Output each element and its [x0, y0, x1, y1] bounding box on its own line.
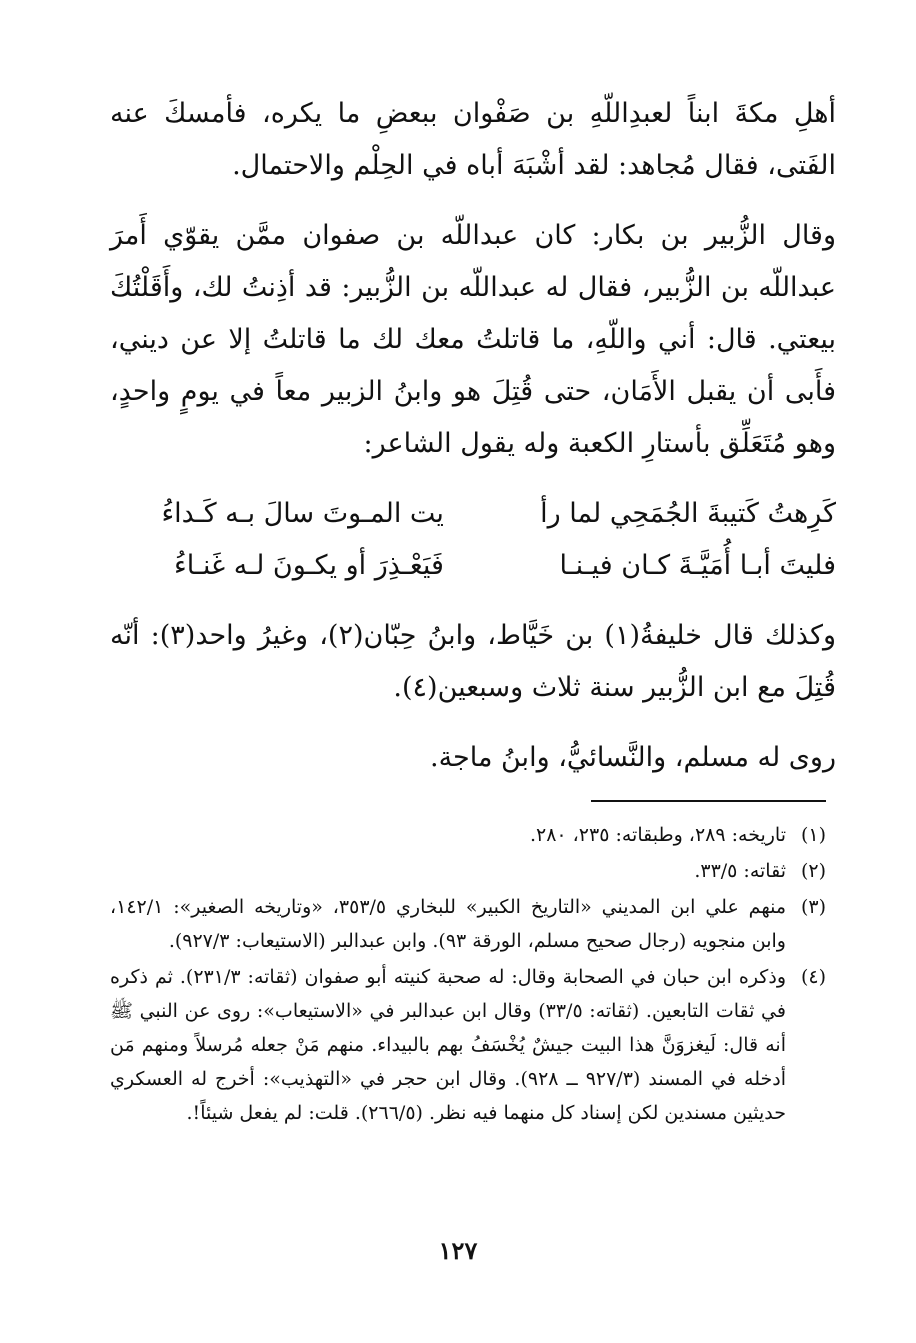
- paragraph-zubayr-quote: وقال الزُّبير بن بكار: كان عبداللّه بن صفوان ممَّن يقوّي أَمرَ عبداللّه بن الزُّبير، فقال له عبداللّه بن الزُّبير: قد أذِنتُ لك، وأَقَلْتُكَ بيعتي. قال: أني واللّهِ، ما قاتلتُ معك لك ما قاتلتُ إلا عن ديني، فأَبى أن يقبل الأَمَان، حتى قُتِلَ هو وابنُ الزبير معاً في يومٍ واحدٍ، وهو مُتَعَلِّق بأستارِ الكعبة وله يقول الشاعر:: [110, 220, 836, 459]
- paragraph-death-report: وكذلك قال خليفةُ(١) بن خَيَّاط، وابنُ حِبّان(٢)، وغيرُ واحد(٣): أنّه قُتِلَ مع ابن الزُّبير سنة ثلاث وسبعين(٤).: [110, 620, 836, 703]
- footnote-separator: [591, 800, 826, 802]
- footnote-text: منهم علي ابن المديني «التاريخ الكبير» للبخاري ٣٥٣/٥، «وتاريخه الصغير»: ١٤٢/١، وابن منجويه (رجال صحيح مسلم، الورقة ٩٣). وابن عبدالبر (الاستيعاب: ٩٢٧/٣).: [110, 896, 786, 952]
- verse-1-second-hemistich: يت المـوتَ سالَ بـه كَـداءُ: [161, 498, 444, 529]
- verse-1-first-hemistich: كَرِهتُ كَتيبةَ الجُمَحِي لما رأ: [540, 498, 836, 529]
- verse-2-second-hemistich: فَيَعْـذِرَ أو يكـونَ لـه غَنـاءُ: [174, 550, 444, 581]
- main-text: [110, 88, 836, 784]
- footnote-2: [110, 854, 826, 888]
- footnote-number: (٣): [800, 896, 826, 918]
- footnote-text: ثقاته: ٣٣/٥.: [694, 860, 786, 882]
- verse-line-2: [110, 540, 836, 592]
- footnote-4: [110, 960, 826, 1130]
- footnote-number: (٤): [800, 966, 826, 988]
- footnote-number: (١): [800, 824, 826, 846]
- paragraph-opening: أهلِ مكةَ ابناً لعبدِاللّهِ بن صَفْوان ببعضِ ما يكره، فأمسكَ عنه الفَتى، فقال مُجاهد: لقد أشْبَهَ أباه في الحِلْم والاحتمال.: [110, 98, 836, 181]
- footnotes: [110, 818, 826, 1132]
- verse-2-first-hemistich: فليتَ أبـا أُمَيَّـةَ كـان فيـنـا: [559, 550, 836, 581]
- footnote-1: [110, 818, 826, 852]
- page-number: ١٢٧: [438, 1236, 478, 1265]
- footnote-text: تاريخه: ٢٨٩، وطبقاته: ٢٣٥، ٢٨٠.: [529, 824, 786, 846]
- footnote-3: [110, 890, 826, 958]
- verse-line-1: [110, 488, 836, 540]
- footnote-text: وذكره ابن حبان في الصحابة وقال: له صحبة كنيته أبو صفوان (ثقاته: ٢٣١/٣). ثم ذكره في ثقات التابعين. (ثقاته: ٣٣/٥) وقال ابن عبدالبر في «الاستيعاب»: روى عن النبي ﷺ أنه قال: لَيغزوَنَّ هذا البيت جيشٌ يُخْسَفُ بهم بالبيداء. منهم مَنْ جعله مُرسلاً ومنهم مَن أدخله في المسند (٩٢٧/٣ ــ ٩٢٨). وقال ابن حجر في «التهذيب»: أخرج له العسكري حديثين مسندين لكن إسناد كل منهما فيه نظر. (٢٦٦/٥). قلت: لم يفعل شيئاً!.: [110, 966, 787, 1124]
- poem-verses: [110, 488, 836, 592]
- footnote-number: (٢): [800, 860, 826, 882]
- paragraph-narrators: روى له مسلم، والنَّسائيُّ، وابنُ ماجة.: [429, 742, 836, 773]
